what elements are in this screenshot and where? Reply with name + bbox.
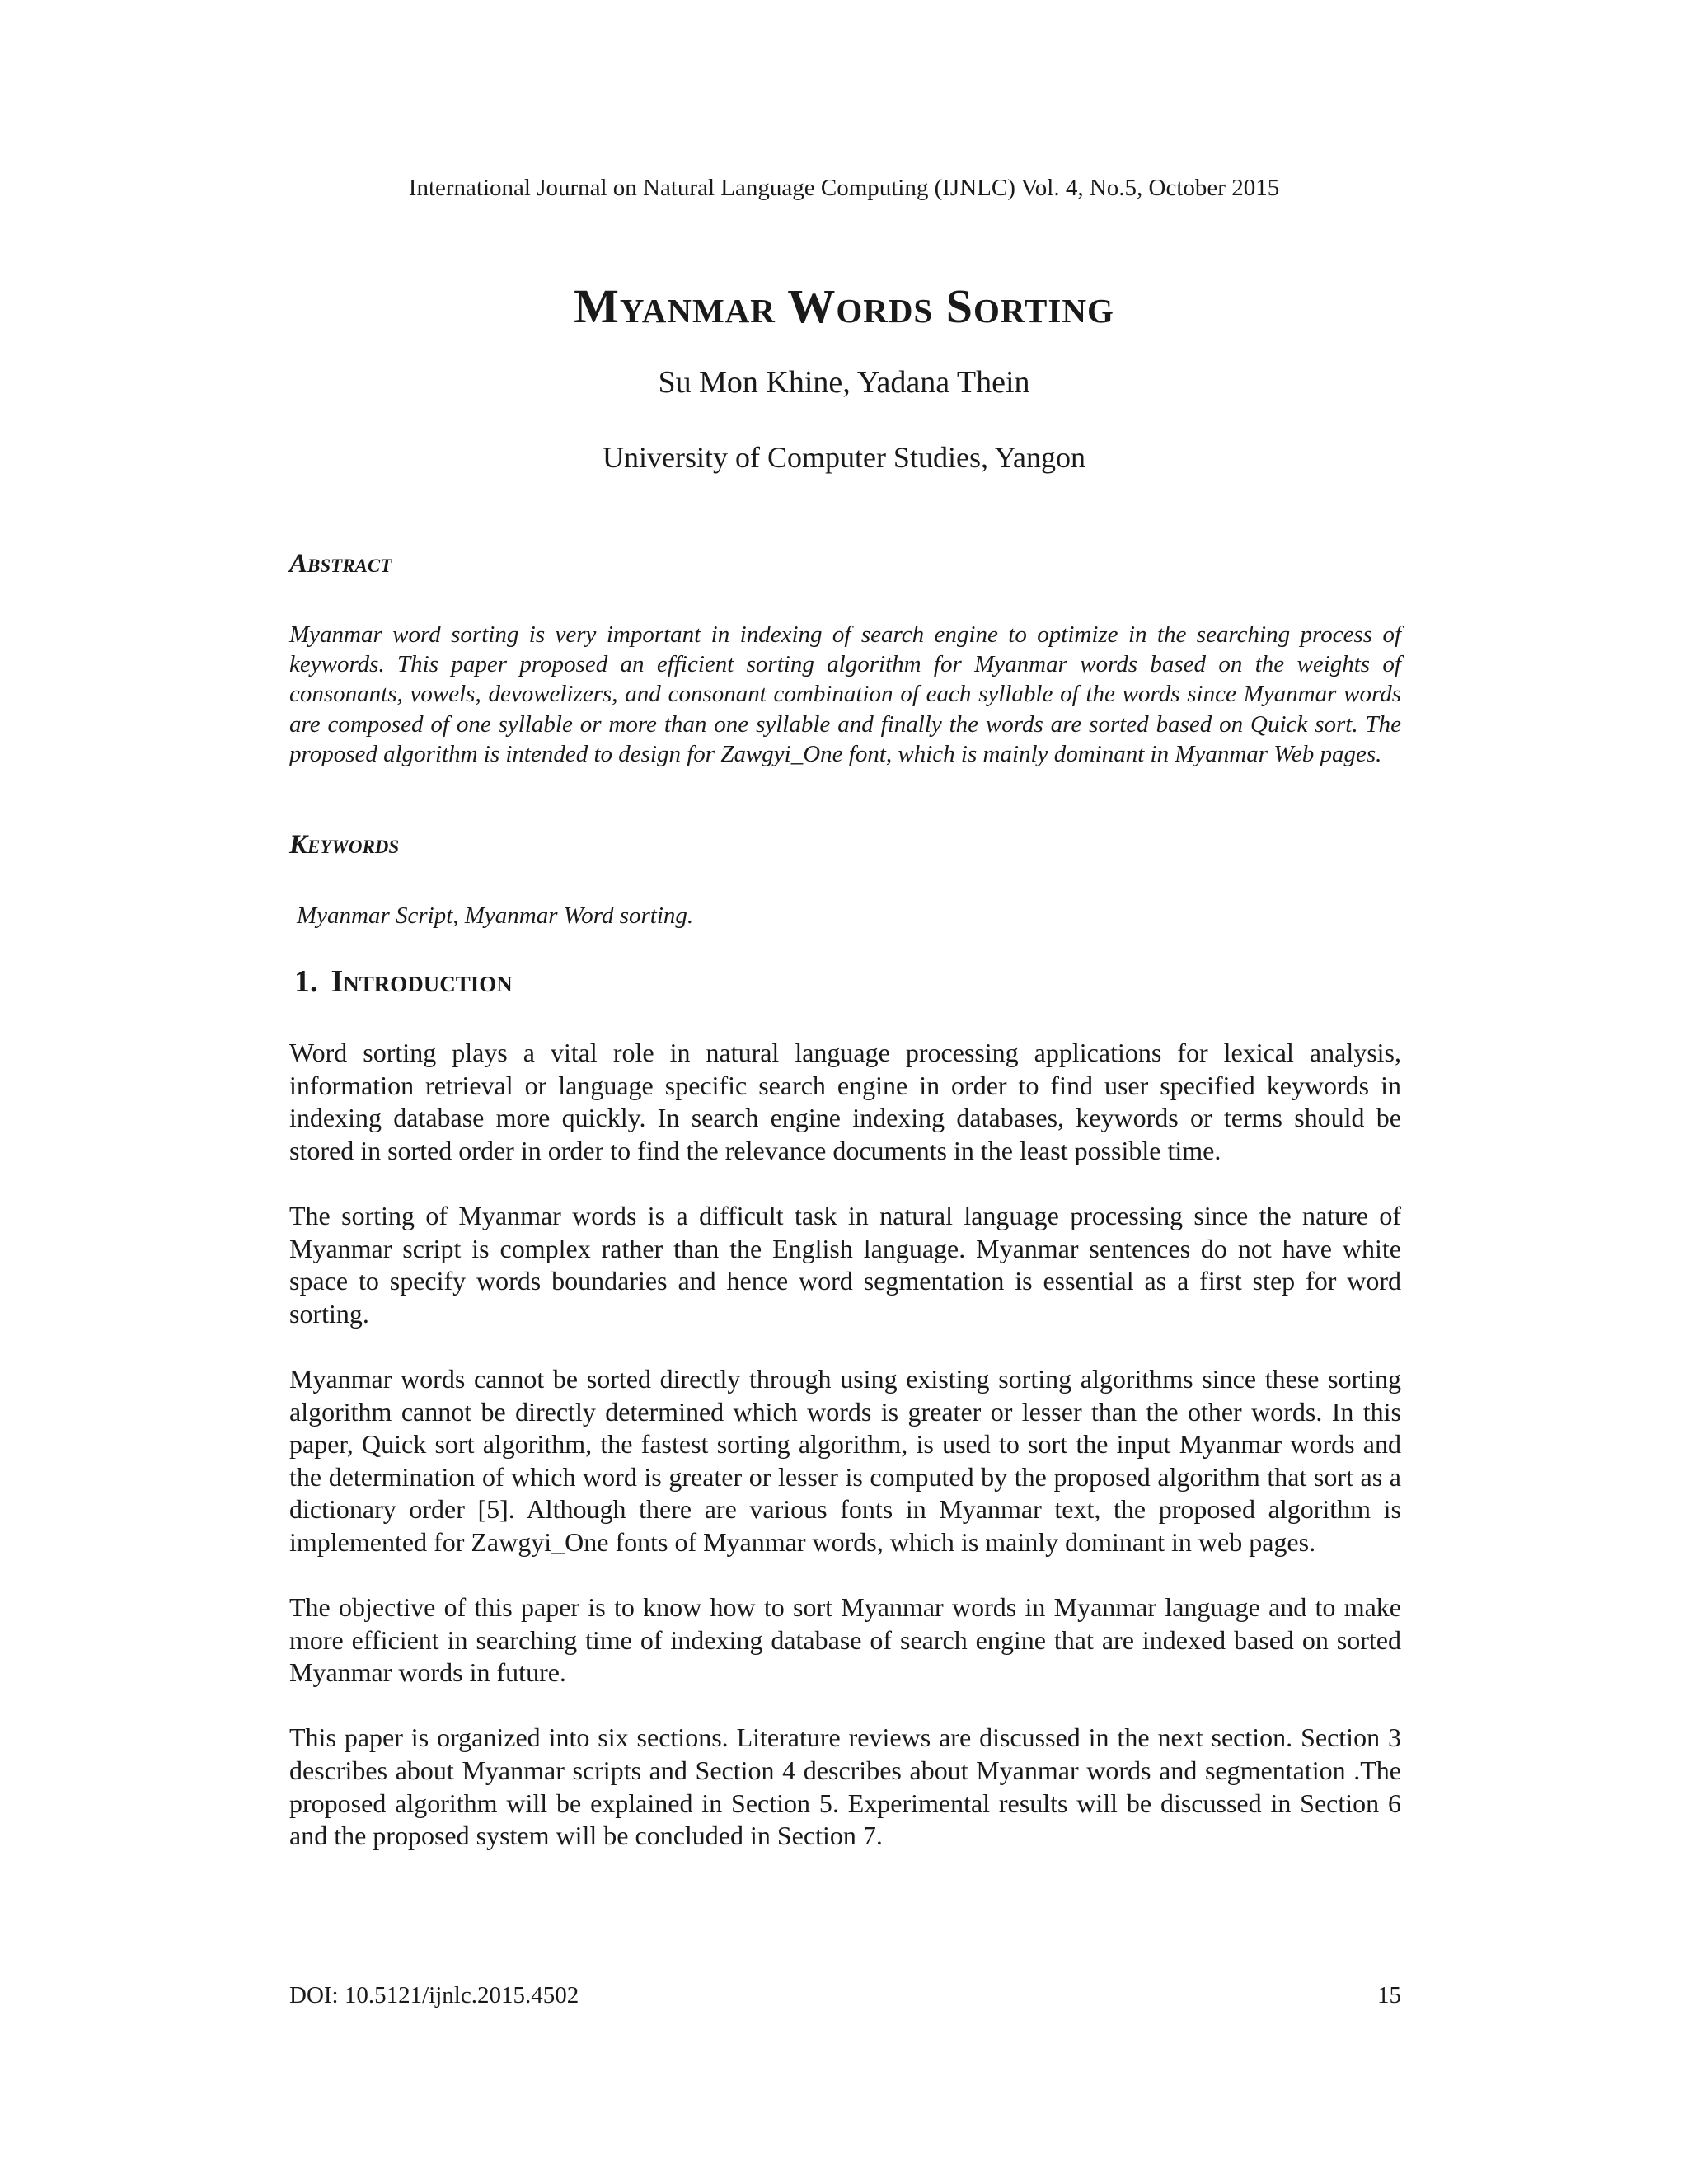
intro-paragraph-1: Word sorting plays a vital role in natural language processing applications for lexical analysis, information retrieval or language specific search engine in order to find user specified keywords in indexing database more quickly. In search engine indexing databases, keywords or terms should be stored in sorted order in order to find the relevance documents in the least possible time. <box>289 1038 1401 1165</box>
introduction-body <box>289 1037 1401 1885</box>
intro-paragraph-3: Myanmar words cannot be sorted directly through using existing sorting algorithms since these sorting algorithm cannot be directly determined which words is greater or lesser than the other words. In this paper, Quick sort algorithm, the fastest sorting algorithm, is used to sort the input Myanmar words and the determination of which word is greater or lesser is computed by the proposed algorithm that sort as a dictionary order [5]. Although there are various fonts in Myanmar text, the proposed algorithm is implemented for Zawgyi_One fonts of Myanmar words, which is mainly dominant in web pages. <box>289 1363 1401 1557</box>
intro-paragraph-5: This paper is organized into six sections. Literature reviews are discussed in the next section. Section 3 describes about Myanmar scripts and Section 4 describes about Myanmar words and segmentation .The proposed algorithm will be explained in Section 5. Experimental results will be discussed in Section 6 and the proposed system will be concluded in Section 7. <box>289 1722 1401 1851</box>
paper-title: Myanmar Words Sorting <box>574 279 1114 333</box>
affiliation: University of Computer Studies, Yangon <box>602 441 1085 474</box>
keywords-text: Myanmar Script, Myanmar Word sorting. <box>297 902 694 929</box>
intro-paragraph-2: The sorting of Myanmar words is a difficult task in natural language processing since the nature of Myanmar script is complex rather than the English language. Myanmar sentences do not have white space to specify words boundaries and hence word segmentation is essential as a first step for word sorting. <box>289 1200 1401 1329</box>
abstract-heading: Abstract <box>289 549 392 579</box>
footer-doi: DOI: 10.5121/ijnlc.2015.4502 <box>289 1982 579 2008</box>
abstract-text: Myanmar word sorting is very important in indexing of search engine to optimize in the searching process of keywords. This paper proposed an efficient sorting algorithm for Myanmar words based on the weights of consonants, vowels, devowelizers, and consonant combination of each syllable of the words since Myanmar words are composed of one syllable or more than one syllable and finally the words are sorted based on Quick sort. The proposed algorithm is intended to design for Zawgyi_One font, which is mainly dominant in Myanmar Web pages. <box>289 621 1401 767</box>
intro-paragraph-4: The objective of this paper is to know how to sort Myanmar words in Myanmar language and to make more efficient in searching time of indexing database of search engine that are indexed based on sorted Myanmar words in future. <box>289 1592 1401 1688</box>
introduction-heading <box>294 961 513 1002</box>
section-number: 1. <box>294 964 318 999</box>
page-number: 15 <box>1377 1982 1401 2008</box>
section-title: Introduction <box>331 964 513 999</box>
keywords-heading: Keywords <box>289 830 400 860</box>
running-header: International Journal on Natural Language Computing (IJNLC) Vol. 4, No.5, October 2015 <box>408 175 1280 201</box>
authors: Su Mon Khine, Yadana Thein <box>658 365 1030 400</box>
